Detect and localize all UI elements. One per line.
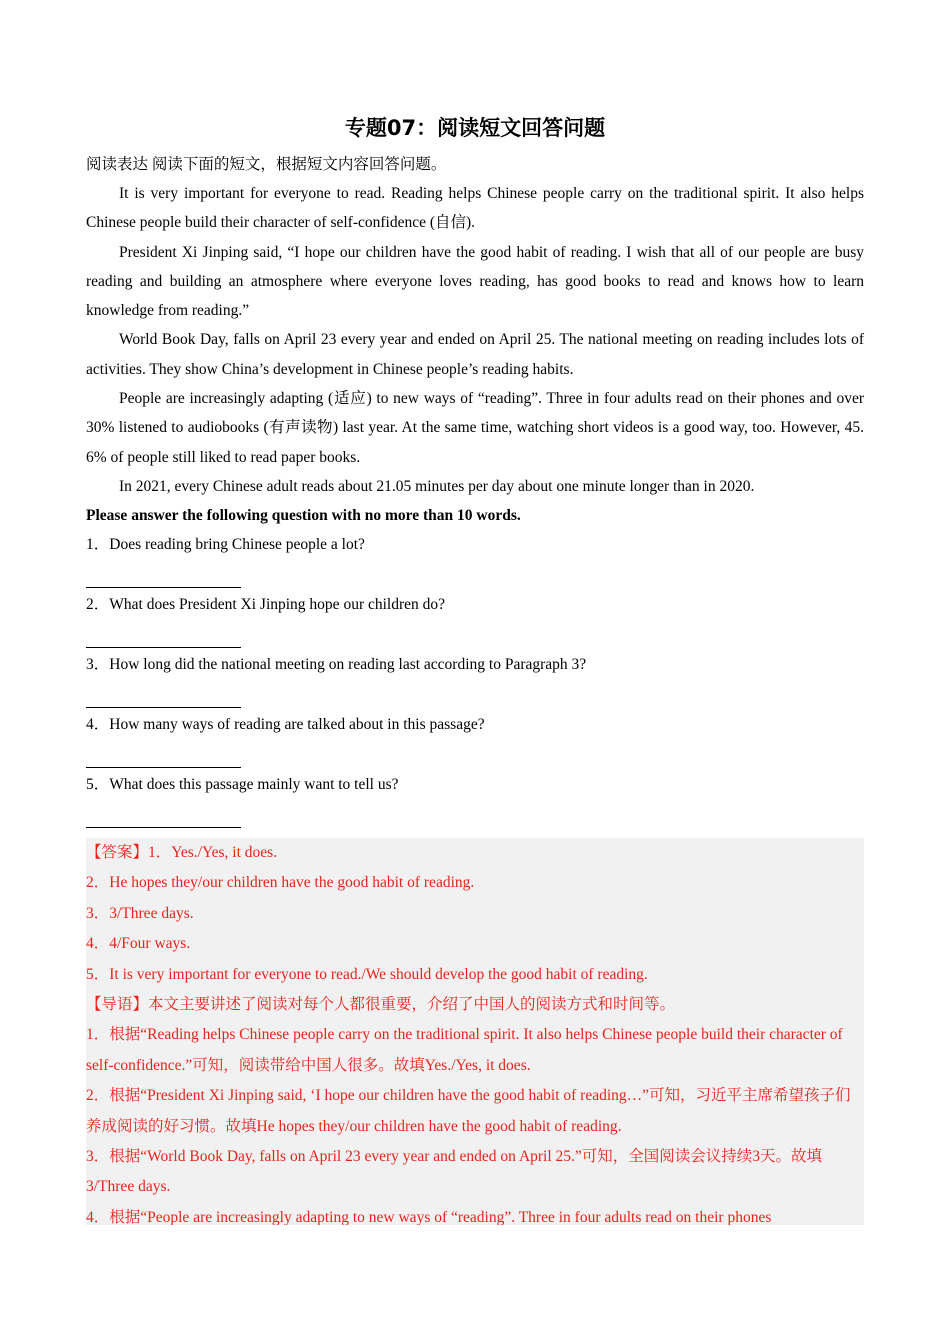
answer-blank-5[interactable] — [86, 799, 241, 828]
passage-paragraph-4: People are increasingly adapting (适应) to new ways of “reading”. Three in four adults read on their phones and over 30% listened to audiobooks (有声读物) last year. At the same time, watching short videos is a good way, too. However, 45. 6% of people still liked to read paper books. — [86, 390, 864, 466]
instruction: 阅读表达 阅读下面的短文，根据短文内容回答问题。 — [86, 156, 447, 173]
answer-line: 5．It is very important for everyone to read./We should develop the good habit of reading. — [86, 965, 648, 983]
answer-line: 【答案】1．Yes./Yes, it does. — [86, 844, 278, 861]
explanation-3: 3．根据“World Book Day, falls on April 23 every year and ended on April 25.”可知，全国阅读会议持续3天。故填3/Three days. — [86, 1148, 823, 1196]
explanation-4: 4．根据“People are increasingly adapting to new ways of “reading”. Three in four adults read on their phones — [86, 1208, 772, 1225]
answer-key-section — [86, 838, 864, 1225]
answer-line: 3．3/Three days. — [86, 904, 194, 922]
answer-blank-4[interactable] — [86, 739, 241, 768]
passage-paragraph-5: In 2021, every Chinese adult reads about 21.05 minutes per day about one minute longer than in 2020. — [119, 477, 755, 495]
question-3: 3．How long did the national meeting on reading last according to Paragraph 3? — [86, 656, 587, 674]
page-title: 专题07：阅读短文回答问题 — [344, 116, 606, 140]
question-5: 5．What does this passage mainly want to tell us? — [86, 776, 399, 794]
answer-blank-1[interactable] — [86, 559, 241, 588]
question-1: 1．Does reading bring Chinese people a lot? — [86, 536, 365, 554]
question-2: 2．What does President Xi Jinping hope our children do? — [86, 596, 446, 614]
passage-paragraph-3: World Book Day, falls on April 23 every year and ended on April 25. The national meeting on reading includes lots of activities. They show China’s development in Chinese people’s reading habits. — [86, 331, 864, 378]
explanation-1: 1．根据“Reading helps Chinese people carry on the traditional spirit. It also helps Chinese people build their character of self-confidence.”可知，阅读带给中国人很多。故填Yes./Yes, it does. — [86, 1026, 843, 1074]
answer-blank-3[interactable] — [86, 679, 241, 708]
answer-blank-2[interactable] — [86, 619, 241, 648]
explanation-2: 2．根据“President Xi Jinping said, ‘I hope our children have the good habit of reading…”可知，习近平主席希望孩子们养成阅读的好习惯。故填He hopes they/our children have the good habit of reading. — [86, 1087, 851, 1135]
document-page — [86, 112, 864, 830]
answer-line: 4．4/Four ways. — [86, 935, 191, 953]
passage-paragraph-1: It is very important for everyone to read. Reading helps Chinese people carry on the traditional spirit. It also helps Chinese people build their character of self-confidence (自信). — [86, 185, 864, 232]
question-4: 4．How many ways of reading are talked about in this passage? — [86, 716, 485, 734]
guide-summary: 【导语】本文主要讲述了阅读对每个人都很重要，介绍了中国人的阅读方式和时间等。 — [86, 996, 676, 1014]
answer-directive: Please answer the following question with no more than 10 words. — [86, 507, 521, 525]
answer-line: 2．He hopes they/our children have the good habit of reading. — [86, 874, 475, 892]
passage-paragraph-2: President Xi Jinping said, “I hope our children have the good habit of reading. I wish that all of our people are busy reading and building an atmosphere where everyone loves reading, has good books to read and knows how to learn knowledge from reading.” — [86, 243, 864, 320]
